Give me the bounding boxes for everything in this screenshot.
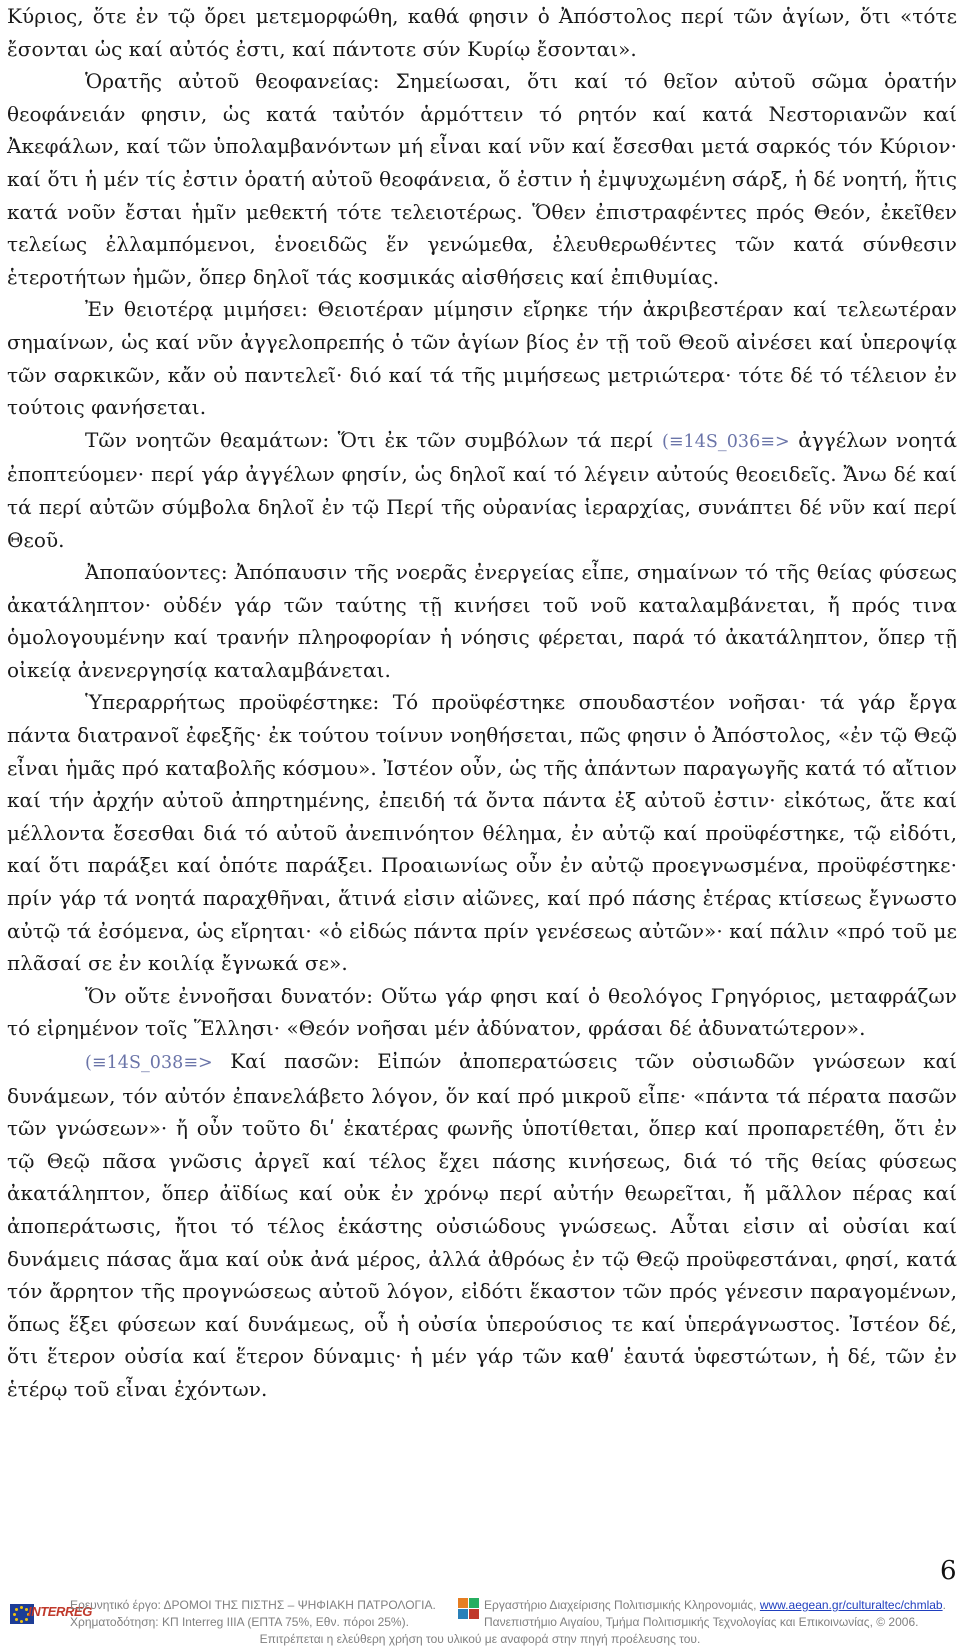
paragraph <box>7 686 957 979</box>
footer-lab-suffix: . <box>942 1598 946 1612</box>
paragraph-text: Καί πασῶν: Εἰπών ἀποπερατώσεις τῶν οὐσιωδῶν γνώσεων καί δυνάμεων, τόν αὐτόν ἐπανελάβετο λόγον, ὅν καί πρό μικροῦ εἶπε· «πάντα τά πέρατα πασῶν τῶν γνώσεων»· ἤ οὖν τοῦτο διʹ ἑκατέρας φωνῆς ὑποτίθεται, ὅπερ καί προπαρετέθη, ὅτι ἐν τῷ Θεῷ πᾶσα γνῶσις ἀργεῖ καί τέλος ἔχει πάσης κινήσεως, διά τό τῆς θείας φύσεως ἀκατάληπτον, ὅπερ ἀϊδίως καί οὐκ ἐν χρόνῳ περί αὐτήν θεωρεῖται, ἤ μᾶλλον πέρας καί ἀποπεράτωσις, ἤτοι τό τέλος ἑκάστης οὐσιώδους γνώσεως. Αὗται εἰσιν αἱ οὐσίαι καί δυνάμεις πάσας ἅμα καί οὐκ ἀνά μέρος, ἀλλά ἀθρόως ἐν τῷ Θεῷ προϋφεστάναι, φησί, κατά τόν ἄρρητον τῆς προγνώσεως αὐτοῦ λόγον, εἰδότι ἕκαστον τῶν πρός γένεσιν παραγομένων, ὅπως ἕξει φύσεων καί δυνάμεως, οὗ ἡ οὐσία ὑπερούσιος τε καί ὑπεράγνωστος. Ἰστέον δέ, ὅτι ἕτερον οὐσία καί ἕτερον δύναμις· ἡ μέν γάρ τῶν καθʹ ἑαυτά ὑφεστώτων, ἡ δέ, τῶν ἐν ἑτέρῳ τοῦ εἶναι ἐχόντων. <box>7 1049 957 1401</box>
lab-logo-icon <box>458 1598 480 1620</box>
page-marker: (≡14S_036≡> <box>661 431 790 452</box>
footer-license-line: Επιτρέπεται η ελεύθερη χρήση του υλικού με αναφορά στην πηγή προέλευσης του. <box>259 1632 701 1646</box>
paragraph <box>7 1045 957 1406</box>
footer <box>0 1588 960 1647</box>
paragraph-text: Ὁρατῆς αὐτοῦ θεοφανείας: Σημείωσαι, ὅτι καί τό θεῖον αὐτοῦ σῶμα ὁρατήν θεοφάνειάν φησιν, ὡς κατά ταὐτόν ἁρμόττειν τό ρητόν καί κατά Νεστοριανῶν καί Ἀκεφάλων, καί τῶν ὑπολαμβανόντων μή εἶναι καί νῦν καί ἔσεσθαι μετά σαρκός τόν Κύριον· καί ὅτι ἡ μέν τίς ἐστιν ὁρατή αὐτοῦ θεοφάνεια, ὅ ἐστιν ἡ ἐμψυχωμένη σάρξ, ἡ δέ νοητή, ἥτις κατά νοῦν ἔσται ἡμῖν μεθεκτή τότε τελειοτέρως. Ὅθεν ἐπιστραφέντες πρός Θεόν, ἐκεῖθεν τελείως ἐλλαμπόμενοι, ἑνοειδῶς ἕν γενώμεθα, ἐλευθερωθέντες τῶν κατά σύνθεσιν ἑτεροτήτων ἡμῶν, ὅπερ δηλοῖ τάς κοσμικάς αἰσθήσεις καί ἐπιθυμίας. <box>7 69 957 289</box>
footer-lab-name: Εργαστήριο Διαχείρισης Πολιτισμικής Κληρονομιάς, <box>484 1598 760 1612</box>
paragraph-text: Ὅν οὔτε ἐννοῆσαι δυνατόν: Οὕτω γάρ φησι καί ὁ θεολόγος Γρηγόριος, μεταφράζων τό εἰρημένον τοῖς Ἕλλησι· «Θεόν νοῆσαι μέν ἀδύνατον, φράσαι δέ ἀδυνατώτερον». <box>7 983 957 1041</box>
paragraph-text: Ἀποπαύοντες: Ἀπόπαυσιν τῆς νοερᾶς ἐνεργείας εἶπε, σημαίνων τό τῆς θείας φύσεως ἀκατάληπτον· οὐδέν γάρ τῶν ταύτης τῇ κινήσει τοῦ νοῦ καταλαμβάνεται, ἤ πρός τινα ὁμολογουμένην καί τρανήν πληροφορίαν ἡ νόησις φέρεται, παρά τό ἀκατάληπτον, ὅπερ τῇ οἰκείᾳ ἀνενεργησίᾳ καταλαμβάνεται. <box>7 560 957 682</box>
footer-lab-line <box>484 1598 946 1612</box>
paragraph-text: Ἐν θειοτέρᾳ μιμήσει: Θειοτέραν μίμησιν εἴρηκε τήν ἀκριβεστέραν καί τελεωτέραν σημαίνων, ὡς καί νῦν ἀγγελοπρεπής ὁ τῶν ἁγίων βίος ἐν τῇ τοῦ Θεοῦ αἰνέσει καί ὑπεροψίᾳ τῶν σαρκικῶν, κἄν οὐ παντελεῖ· διό καί τά τῆς μιμήσεως μετριώτερα· τότε δέ τό τέλειον ἐν τούτοις φανήσεται. <box>7 297 957 420</box>
footer-university-line: Πανεπιστήμιο Αιγαίου, Τμήμα Πολιτισμικής Τεχνολογίας και Επικοινωνίας, © 2006. <box>484 1615 919 1629</box>
paragraph-text: Κύριος, ὅτε ἐν τῷ ὄρει μετεμορφώθη, καθά φησιν ὁ Ἀπόστολος περί τῶν ἁγίων, ὅτι «τότε ἔσονται ὡς καί αὐτός ἐστι, καί πάντοτε σύν Κυρίῳ ἔσονται». <box>7 4 957 61</box>
body-text <box>7 0 957 1406</box>
paragraph <box>7 980 957 1045</box>
interreg-logo-text: INTERREG <box>28 1604 92 1619</box>
paragraph-text: ἀγγέλων νοητά ἐποπτεύομεν· περί γάρ ἀγγέλων φησίν, ὡς δηλοῖ καί τό λέγειν αὐτούς θεοειδεῖς. Ἄνω δέ καί τά περί αὐτῶν σύμβολα δηλοῖ ἐν τῷ Περί τῆς οὐρανίας ἱεραρχίας, συνάπτει δέ νῦν καί περί Θεοῦ. <box>7 427 957 552</box>
footer-funding-line: Χρηματοδότηση: ΚΠ Interreg IIIA (ΕΠΤΑ 75%, Εθν. πόροι 25%). <box>70 1615 409 1629</box>
paragraph <box>7 0 957 65</box>
paragraph <box>7 424 957 556</box>
lab-website-link[interactable]: www.aegean.gr/culturaltec/chmlab <box>759 1598 943 1612</box>
paragraph-text: Τῶν νοητῶν θεαμάτων: Ὅτι ἐκ τῶν συμβόλων τά περί <box>85 427 654 452</box>
footer-left <box>10 1596 450 1630</box>
paragraph <box>7 65 957 293</box>
paragraph-text: Ὑπεραρρήτως προϋφέστηκε: Τό προϋφέστηκε σπουδαστέον νοῆσαι· τά γάρ ἔργα πάντα διατρανοῖ ἐφεξῆς· ἐκ τούτου τοίνυν νοηθήσεται, πῶς φησιν ὁ Ἀπόστολος, «ἐν τῷ Θεῷ εἶναι ἡμᾶς πρό καταβολῆς κόσμου». Ἰστέον οὖν, ὡς τῆς ἁπάντων παραγωγῆς κατά τό αἴτιον καί τήν ἀρχήν αὐτοῦ ἀπηρτημένης, ἐπειδή τά ὄντα πάντα ἐξ αὐτοῦ ἐστιν· εἰκότως, ἅτε καί μέλλοντα ἔσεσθαι διά τό αὐτοῦ ἀνεπινόητον θέλημα, ἐν αὐτῷ καί προϋφέστηκε, τῷ εἰδότι, καί ὅτι παράξει καί ὁπότε παράξει. Προαιωνίως οὖν ἐν αὐτῷ προεγνωσμένα, προϋφέστηκε· πρίν γάρ τά νοητά παραχθῆναι, ἅτινά εἰσιν αἰῶνες, καί πρό πάσης ἑτέρας κτίσεως ἔγνωστο αὐτῷ τά ἐσόμενα, ὡς εἴρηται· «ὁ εἰδώς πάντα πρίν γενέσεως αὐτῶν»· καί πάλιν «πρό τοῦ με πλᾶσαί σε ἐν κοιλίᾳ ἔγνωκά σε». <box>7 690 957 976</box>
paragraph <box>7 293 957 423</box>
page-marker: (≡14S_038≡> <box>85 1053 213 1073</box>
paragraph <box>7 556 957 686</box>
page-number: 6 <box>940 1556 957 1586</box>
footer-right <box>458 1596 958 1630</box>
interreg-logo <box>10 1598 92 1628</box>
footer-project-line: Ερευνητικό έργο: ΔΡΟΜΟΙ ΤΗΣ ΠΙΣΤΗΣ – ΨΗΦΙΑΚΗ ΠΑΤΡΟΛΟΓΙΑ. <box>70 1598 436 1612</box>
